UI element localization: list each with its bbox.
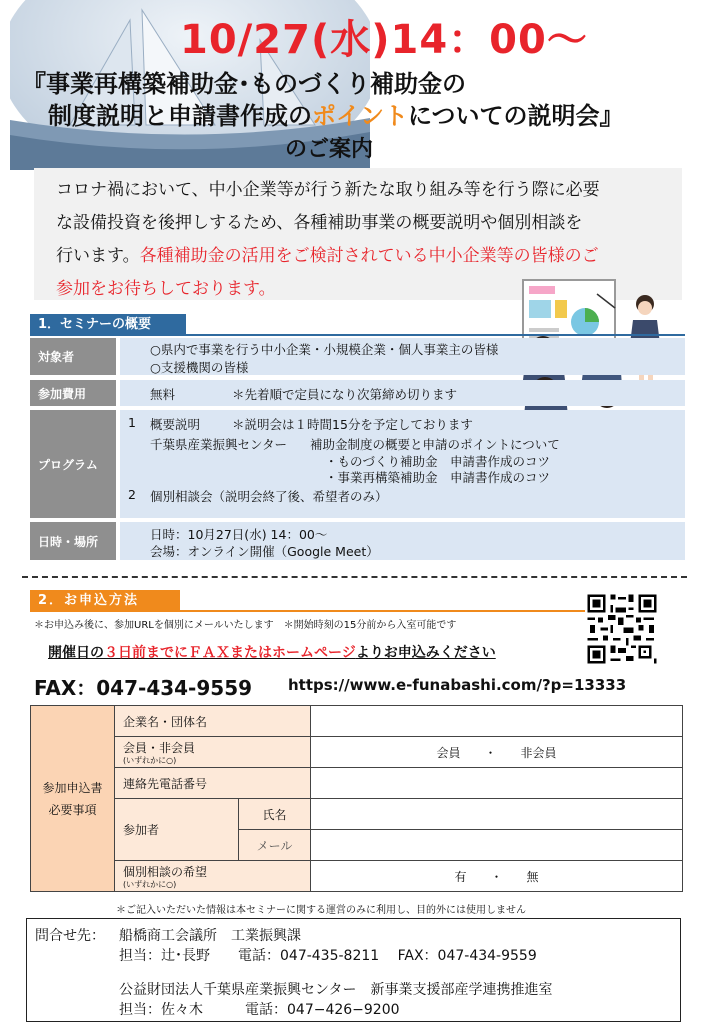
deadline-notice: [48, 642, 496, 662]
intro-line-4: 参加をお待ちしております。: [56, 279, 276, 299]
target-label: 対象者: [30, 338, 116, 375]
title-line-1: 『事業再構築補助金･ものづくり補助金の: [22, 70, 466, 98]
member-label-cell: [115, 737, 311, 768]
title-text-c: についての説明会』: [408, 102, 624, 130]
target-item-2: ○支援機関の皆様: [150, 360, 249, 375]
application-url-link[interactable]: https://www.e-funabashi.com/?p=13333: [288, 676, 627, 694]
mail-input[interactable]: [311, 830, 683, 861]
title-text-a: 制度説明と申請書作成の: [48, 102, 312, 130]
contact-label: 問合せ先：: [35, 928, 105, 944]
contact-org-2: 公益財団法人千葉県産業振興センター 新事業支援部産学連携推進室: [119, 982, 553, 998]
member-label: 会員・非会員: [123, 741, 196, 755]
title-highlight-point: ポイント: [312, 102, 408, 130]
mail-label: メール: [239, 830, 311, 861]
section-1-divider: [30, 334, 685, 336]
contact-box: [26, 918, 681, 1022]
section-2-divider: [30, 610, 585, 612]
fee-value: 無料: [150, 387, 176, 402]
fee-label: 参加費用: [30, 380, 116, 406]
title-line-3: のご案内: [285, 137, 374, 162]
phone-input[interactable]: [311, 768, 683, 799]
member-options[interactable]: 会員 ・ 非会員: [311, 737, 683, 768]
company-input[interactable]: [311, 706, 683, 737]
program-organizer: 千葉県産業振興センター: [150, 437, 288, 452]
application-form-table: [30, 705, 683, 892]
consult-hint: (いずれかに○): [123, 880, 177, 889]
section-2-header: 2．お申込方法: [30, 590, 180, 612]
datetime-label: 日時・場所: [30, 522, 116, 560]
program-note-1: ＊説明会は１時間15分を予定しております: [232, 417, 473, 432]
deadline-text-b: ３日前までにＦＡＸまたはホームページ: [104, 645, 356, 661]
name-label: 氏名: [239, 799, 311, 830]
deadline-text-c: よりお申込みください: [355, 645, 496, 661]
consult-label: 個別相談の希望: [123, 865, 208, 879]
program-sub-item-2: ・事業再構築補助金 申請書作成のコツ: [325, 470, 551, 485]
program-topic: 補助金制度の概要と申請のポイントについて: [310, 437, 560, 452]
name-input[interactable]: [311, 799, 683, 830]
intro-line-3: [56, 240, 668, 273]
fee-note: ＊先着順で定員になり次第締め切ります: [232, 387, 458, 402]
intro-line-3a: 行います。: [56, 246, 140, 266]
privacy-note: ＊ご記入いただいた情報は本セミナーに関する運営のみに利用し、目的外には使用しません: [116, 905, 526, 916]
title-line-2: [48, 96, 624, 131]
hero-banner: [0, 0, 709, 175]
consult-options[interactable]: 有 ・ 無: [311, 861, 683, 892]
venue-value: 会場：オンライン開催（Google Meet）: [150, 544, 379, 559]
event-date-time: 10/27(水)14：00～: [180, 17, 588, 63]
participant-label: 参加者: [115, 799, 239, 861]
intro-line-2: な設備投資を後押しするため、各種補助事業の概要説明や個別相談を: [56, 213, 583, 233]
required-items-label: [31, 706, 115, 892]
datetime-value: 日時：10月27日(水) 14：00～: [150, 527, 328, 542]
consult-label-cell: [115, 861, 311, 892]
contact-person-1: 担当：辻･長野 電話：047-435-8211 FAX：047-434-9559: [119, 948, 537, 964]
member-hint: (いずれかに○): [123, 756, 177, 765]
required-label-line-2: 必要事項: [48, 802, 97, 817]
program-item-2: 個別相談会（説明会終了後、希望者のみ）: [150, 489, 388, 504]
qr-code-icon[interactable]: [585, 592, 659, 666]
contact-org-1: 船橋商工会議所 工業振興課: [119, 928, 301, 944]
application-note: ＊お申込み後に、参加URLを個別にメールいたします ＊開始時刻の15分前から入室可能です: [34, 620, 457, 631]
cut-line-divider: [22, 576, 687, 578]
program-number-1: 1: [128, 415, 136, 430]
company-label: 企業名・団体名: [115, 706, 311, 737]
section-1-header: 1．セミナーの概要: [30, 314, 186, 336]
intro-line-1: コロナ禍において、中小企業等が行う新たな取り組み等を行う際に必要: [56, 180, 600, 200]
target-item-1: ○県内で事業を行う中小企業・小規模企業・個人事業主の皆様: [150, 342, 499, 357]
required-label-line-1: 参加申込書: [42, 780, 103, 795]
program-item-1: 概要説明: [150, 417, 201, 432]
fax-number: FAX：047-434-9559: [34, 676, 253, 700]
phone-label: 連絡先電話番号: [115, 768, 311, 799]
contact-person-2: 担当：佐々木 電話：047−426−9200: [119, 1002, 400, 1018]
deadline-text-a: 開催日の: [48, 645, 104, 661]
intro-line-3b: 各種補助金の活用をご検討されている中小企業等の皆様のご: [139, 246, 599, 266]
program-number-2: 2: [128, 487, 136, 502]
program-sub-item-1: ・ものづくり補助金 申請書作成のコツ: [325, 454, 551, 469]
program-label: プログラム: [30, 410, 116, 518]
